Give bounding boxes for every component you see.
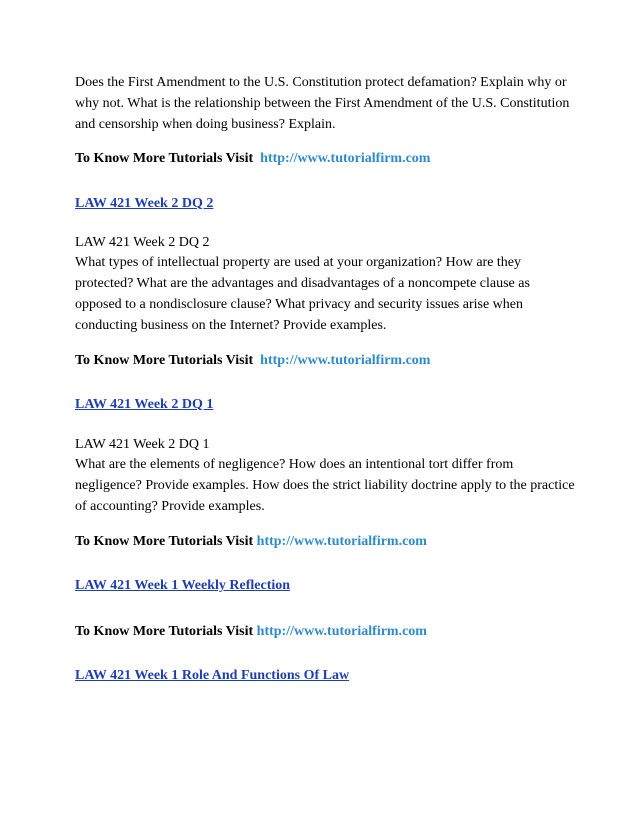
visit-url[interactable]: http://www.tutorialfirm.com — [256, 534, 427, 549]
visit-label: To Know More Tutorials Visit — [75, 534, 254, 549]
section-week2-dq1 — [75, 435, 575, 517]
tutorials-visit-line — [75, 622, 575, 642]
visit-label: To Know More Tutorials Visit — [75, 151, 254, 166]
section-link-week1-role-functions[interactable]: LAW 421 Week 1 Role And Functions Of Law — [75, 668, 350, 683]
tutorials-visit-line — [75, 149, 575, 169]
intro-paragraph: Does the First Amendment to the U.S. Constitution protect defamation? Explain why or why not. What is the relationship between the First Amendment of the U.S. Constitution and censorship when doing business? Explain. — [75, 75, 570, 132]
section-link-week1-reflection[interactable]: LAW 421 Week 1 Weekly Reflection — [75, 578, 291, 593]
visit-url[interactable]: http://www.tutorialfirm.com — [260, 151, 431, 166]
section-link-week2-dq2[interactable]: LAW 421 Week 2 DQ 2 — [75, 196, 214, 211]
section-title: LAW 421 Week 2 DQ 1 — [75, 437, 210, 452]
visit-label: To Know More Tutorials Visit — [75, 353, 254, 368]
section-link-week2-dq1[interactable]: LAW 421 Week 2 DQ 1 — [75, 397, 214, 412]
visit-label: To Know More Tutorials Visit — [75, 624, 254, 639]
visit-url[interactable]: http://www.tutorialfirm.com — [260, 353, 431, 368]
tutorials-visit-line — [75, 351, 575, 371]
section-title: LAW 421 Week 2 DQ 2 — [75, 235, 210, 250]
section-body: What types of intellectual property are used at your organization? How are they protected? What are the advantages and disadvantages of a noncompete clause as opposed to a nondisclosure clause? What privacy and security issues arise when conducting business on the Internet? Provide examples. — [75, 255, 530, 333]
section-week2-dq2 — [75, 233, 575, 336]
tutorials-visit-line — [75, 532, 575, 552]
visit-url[interactable]: http://www.tutorialfirm.com — [256, 624, 427, 639]
document-page — [75, 72, 575, 686]
section-body: What are the elements of negligence? How does an intentional tort differ from negligence? Provide examples. How does the strict liability doctrine apply to the practice of accounting? Provide examples. — [75, 457, 575, 514]
